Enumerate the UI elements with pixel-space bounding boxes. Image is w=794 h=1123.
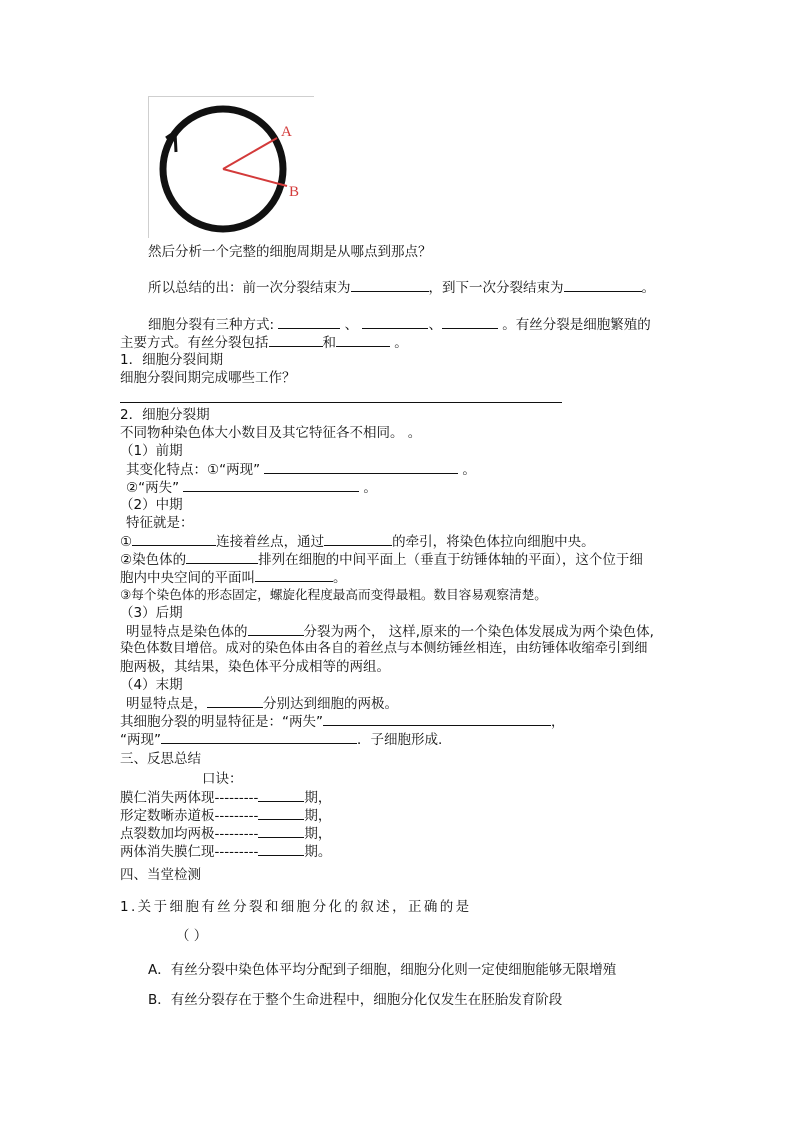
metaphase-title: （2）中期 [120, 497, 183, 513]
label-a: A [281, 124, 292, 140]
option-a[interactable]: A．有丝分裂中染色体平均分配到子细胞，细胞分化则一定使细胞能够无限增殖 [148, 962, 617, 978]
division-blank-1 [278, 315, 340, 329]
telophase-blank-3 [161, 730, 357, 744]
anaphase-line-1: 明显特点是染色体的 分裂为两个， 这样,原来的一个染色体发展成为两个染色体, [126, 624, 654, 640]
mnemonic-row-2: 形定数晰赤道板--------- 期， [120, 808, 332, 824]
summary-line: 所以总结的出：前一次分裂结束为 ，到下一次分裂结束为 。 [148, 280, 655, 296]
test-heading: 四、当堂检测 [120, 867, 201, 883]
metaphase-item-1: ① 连接着丝点，通过 的牵引，将染色体拉向细胞中央。 [120, 534, 595, 550]
division-blank-3 [442, 315, 498, 329]
metaphase-blank-1 [132, 532, 216, 546]
metaphase-blank-3 [186, 550, 258, 564]
label-b: B [289, 184, 300, 200]
metaphase-blank-2 [324, 532, 392, 546]
s1-heading: 1．细胞分裂间期 [120, 352, 224, 368]
metaphase-feature: 特征就是： [126, 515, 194, 531]
telophase-title: （4）末期 [120, 677, 183, 693]
analysis-question: 然后分析一个完整的细胞周期是从哪点到那点？ [148, 244, 432, 260]
summary-blank-2 [564, 278, 642, 292]
telophase-line-3: “两现” ．子细胞形成. [120, 732, 443, 748]
prophase-title: （1）前期 [120, 443, 183, 459]
prophase-line-1: 其变化特点：①“两现” 。 [126, 462, 476, 478]
s2-heading: 2．细胞分裂期 [120, 407, 210, 423]
cell-cycle-circle-figure [148, 96, 314, 238]
mnemonic-blank-3 [258, 824, 304, 838]
metaphase-blank-4 [255, 568, 333, 582]
mnemonic-blank-1 [258, 788, 304, 802]
reflection-heading: 三、反思总结 [120, 751, 201, 767]
mnemonic-row-4: 两体消失膜仁现--------- 期。 [120, 844, 332, 860]
anaphase-title: （3）后期 [120, 605, 183, 621]
metaphase-item-2: ②染色体的 排列在细胞的中间平面上（垂直于纺锤体轴的平面），这个位于细 [120, 552, 643, 568]
mnemonic-title: 口诀： [202, 771, 243, 787]
anaphase-line-3: 胞两极，其结果，染色体平分成相等的两组。 [120, 659, 390, 675]
anaphase-line-2: 染色体数目增倍。成对的染色体由各自的着丝点与本侧纺锤丝相连，由纺锤体收缩牵引到细 [120, 641, 648, 656]
telophase-line-2: 其细胞分裂的明显特征是：“两失” ， [120, 714, 565, 730]
telophase-blank-1 [207, 694, 263, 708]
telophase-blank-2 [323, 712, 551, 726]
s1-question: 细胞分裂间期完成哪些工作？ [120, 370, 296, 386]
mnemonic-row-3: 点裂数加均两极--------- 期， [120, 826, 332, 842]
mnemonic-row-1: 膜仁消失两体现--------- 期， [120, 790, 332, 806]
telophase-line-1: 明显特点是， 分别达到细胞的两极。 [126, 696, 398, 712]
division-line-1: 细胞分裂有三种方式: 、 、 。有丝分裂是细胞繁殖的 [148, 317, 651, 333]
prophase-line-2: ②“两失” 。 [126, 480, 377, 496]
division-blank-2 [362, 315, 428, 329]
division-line-2: 主要方式。有丝分裂包括 和 。 [120, 335, 408, 351]
summary-blank-1 [351, 278, 429, 292]
prophase-blank-1 [264, 460, 458, 474]
anaphase-blank-1 [248, 622, 304, 636]
s1-answer-line [120, 402, 562, 403]
mnemonic-blank-4 [258, 842, 304, 856]
s2-intro: 不同物种染色体大小数目及其它特征各不相同。 。 [120, 425, 422, 441]
division-blank-5 [336, 333, 390, 347]
test-question-1: 1.关于细胞有丝分裂和细胞分化的叙述，正确的是 [120, 899, 472, 915]
option-b[interactable]: B．有丝分裂存在于整个生命进程中，细胞分化仅发生在胚胎发育阶段 [148, 992, 563, 1008]
prophase-blank-2 [183, 478, 359, 492]
metaphase-item-3: ③每个染色体的形态固定，螺旋化程度最高而变得最粗。数目容易观察清楚。 [120, 587, 547, 602]
mnemonic-blank-2 [258, 806, 304, 820]
metaphase-item-2-cont: 胞内中央空间的平面叫 。 [120, 570, 347, 586]
division-blank-4 [269, 333, 323, 347]
answer-paren[interactable]: （ ） [176, 928, 208, 944]
